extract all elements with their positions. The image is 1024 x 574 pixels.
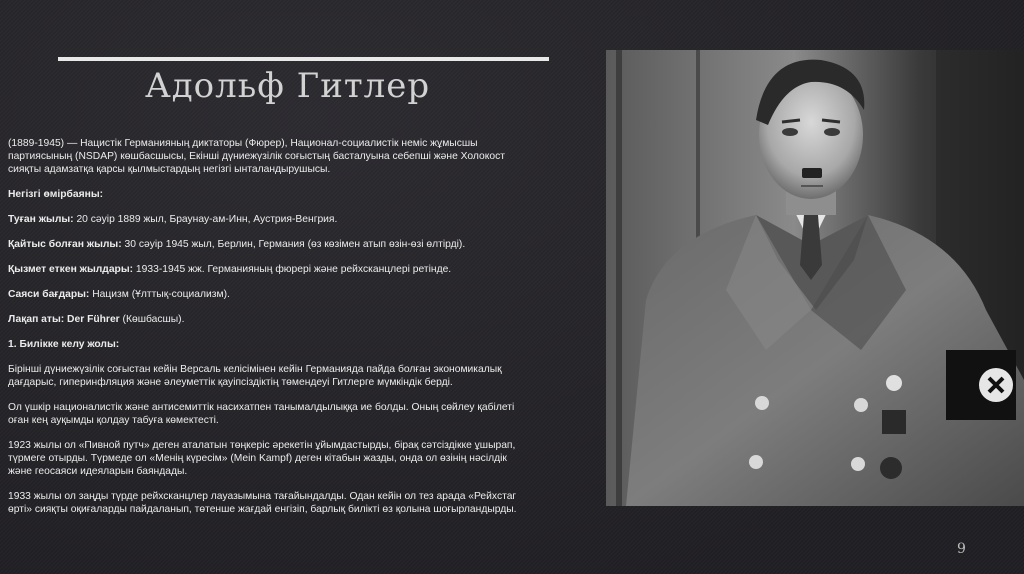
section1-heading: 1. Билікке келу жолы: [8,339,120,350]
section1-paragraph-4: 1933 жылы ол заңды түрде рейхсканцлер лауазымына тағайындалды. Одан кейін ол тез арада «Рейхстаг өрті» сияқты оқиғаларды пайдаланып, төтенше жағдай енгізіп, барлық билікті өз қолына шоғырландырды. [8,491,517,515]
section1-paragraph-3: 1923 жылы ол «Пивной путч» деген аталатын төңкеріс әрекетін ұйымдастырды, бірақ сәтсіздікке ұшырап, түрмеге отырды. Түрмеде ол «Менің күресім» (Mein Kampf) деген кітабын жазды, онда ол өзінің нәсілдік және геосаяси идеяларын баяндады. [8,440,516,477]
intro-paragraph: (1889-1945) — Нацистік Германияның диктаторы (Фюрер), Национал-социалистік неміс жұмысшы партиясының (NSDAP) көшбасшысы, Екінші дүниежүзілік соғыстың басталуына себепші және Холокост сияқты адамзатқа қарсы қылмыстардың негізгі ынталандырушысы. [8,138,505,175]
died-line: Қайтыс болған жылы: 30 сәуір 1945 жыл, Берлин, Германия (өз көзімен атып өзін-өзі өлтірді). [8,239,466,250]
section1-paragraph-1: Бірінші дүниежүзілік соғыстан кейін Версаль келісімінен кейін Германияда пайда болған экономикалық дағдарыс, гиперинфляция және әлеуметтік қауіпсіздіктің төмендеуі Гитлерге мүмкіндік берді. [8,364,502,388]
page-number: 9 [957,541,966,557]
title-rule [58,57,549,61]
slide-body [8,137,518,528]
service-line: Қызмет еткен жылдары: 1933-1945 жж. Германияның фюрері және рейхсканцлері ретінде. [8,264,452,275]
politics-line: Саяси бағдары: Нацизм (Ұлттық-социализм). [8,289,230,300]
portrait-photo [606,50,1024,506]
bio-heading: Негізгі өмірбаяны: [8,189,104,200]
nickname-line: Лақап аты: Der Führer (Көшбасшы). [8,314,185,325]
section1-paragraph-2: Ол үшкір националистік және антисемиттік насихатпен танымалдылыққа ие болды. Оның сөйлеу қабілеті оған кең ауқымды қолдау табуға көмектесті. [8,402,515,426]
slide-title: Адольф Гитлер [145,66,431,106]
born-line: Туған жылы: 20 сәуір 1889 жыл, Браунау-ам-Инн, Аустрия-Венгрия. [8,214,338,225]
